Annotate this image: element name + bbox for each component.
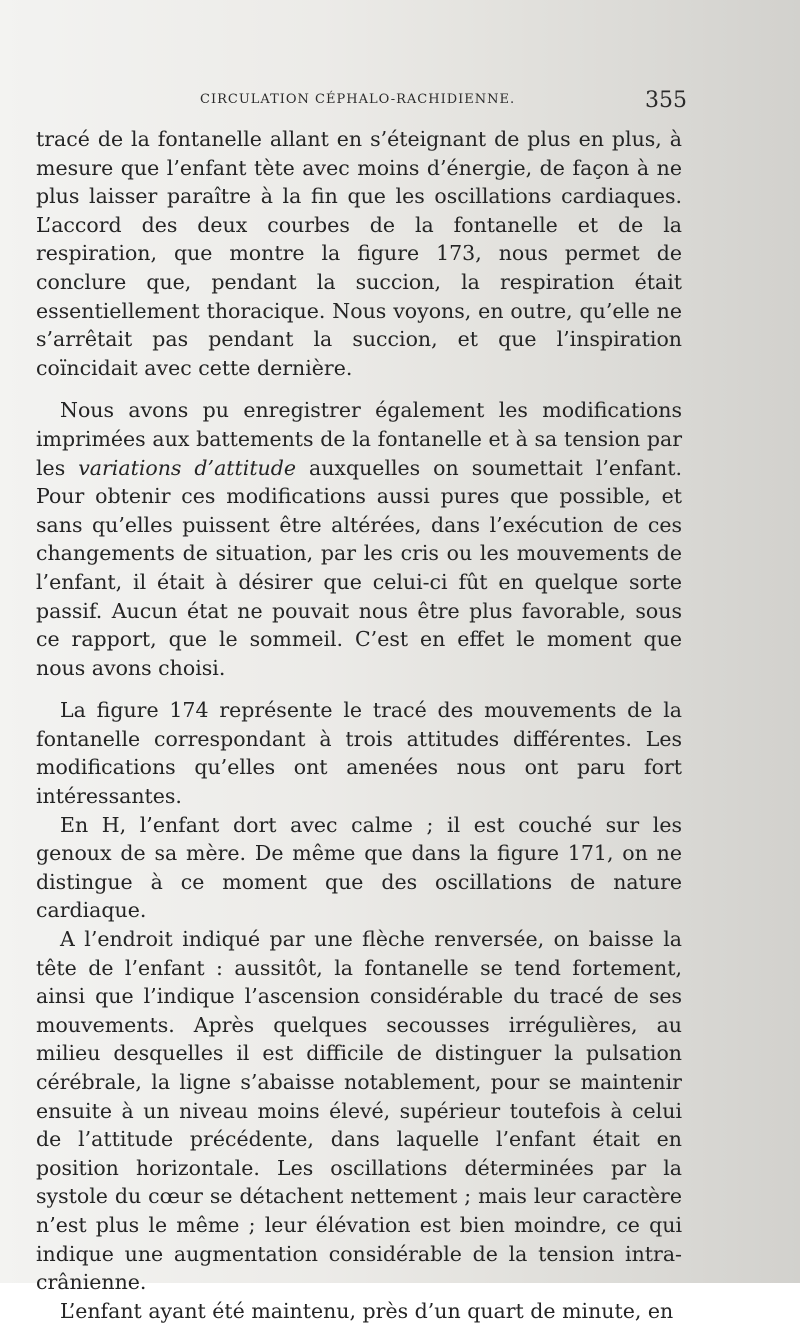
paragraph-3: La figure 174 représente le tracé des mouvements de la fontanelle correspondant à trois attitudes différentes. Les modifications qu’elles ont amenées nous ont paru fort intéressantes. bbox=[36, 698, 682, 809]
page-number: 355 bbox=[645, 88, 687, 113]
paragraph-2-before: Nous avons pu enregistrer également les modifications imprimées aux battements de la fontanelle et à sa tension par les bbox=[36, 398, 682, 480]
paragraph-2-emphasis: variations d’attitude bbox=[78, 455, 297, 480]
paragraph-2 bbox=[36, 396, 682, 682]
page-header bbox=[0, 88, 800, 118]
body-text bbox=[36, 125, 682, 1325]
paragraph-1: tracé de la fontanelle allant en s’éteignant de plus en plus, à mesure que l’enfant tète avec moins d’énergie, de façon à ne plus laisser paraître à la fin que les oscillations cardiaques. L’accord des deux courbes de la fontanelle et de la respiration, que montre la figure 173, nous permet de conclure que, pendant la succion, la respiration était essentiellement thoracique. Nous voyons, en outre, qu’elle ne s’arrêtait pas pendant la succion, et que l’inspiration coïncidait avec cette dernière. bbox=[36, 127, 682, 380]
paragraph-5: A l’endroit indiqué par une flèche renversée, on baisse la tête de l’enfant : aussitôt, la fontanelle se tend fortement, ainsi que l’indique l’ascension considérable du tracé de ses mouvements. Après quelques secousses irrégulières, au milieu desquelles il est difficile de distinguer la pulsation cérébrale, la ligne s’abaisse notablement, pour se maintenir ensuite à un niveau moins élevé, supérieur toutefois à celui de l’attitude précédente, dans laquelle l’enfant était en position horizontale. Les oscillations déterminées par la systole du cœur se détachent nettement ; mais leur caractère n’est plus le même ; leur élévation est bien moindre, ce qui indique une augmentation considérable de la tension intra-crânienne. bbox=[36, 927, 682, 1295]
paragraph-2-after: auxquelles on soumettait l’enfant. Pour obtenir ces modifications aussi pures que possible, et sans qu’elles puissent être altérées, dans l’exécution de ces changements de situation, par les cris ou les mouvements de l’enfant, il était à désirer que celui-ci fût en quelque sorte passif. Aucun état ne pouvait nous être plus favorable, sous ce rapport, que le sommeil. C’est en effet le moment que nous avons choisi. bbox=[36, 455, 682, 680]
paragraph-4: En H, l’enfant dort avec calme ; il est couché sur les genoux de sa mère. De même que dans la figure 171, on ne distingue à ce moment que des oscillations de nature cardiaque. bbox=[36, 812, 682, 923]
running-title: CIRCULATION CÉPHALO-RACHIDIENNE. bbox=[200, 92, 516, 107]
paragraph-6: L’enfant ayant été maintenu, près d’un quart de minute, en bbox=[60, 1298, 674, 1323]
